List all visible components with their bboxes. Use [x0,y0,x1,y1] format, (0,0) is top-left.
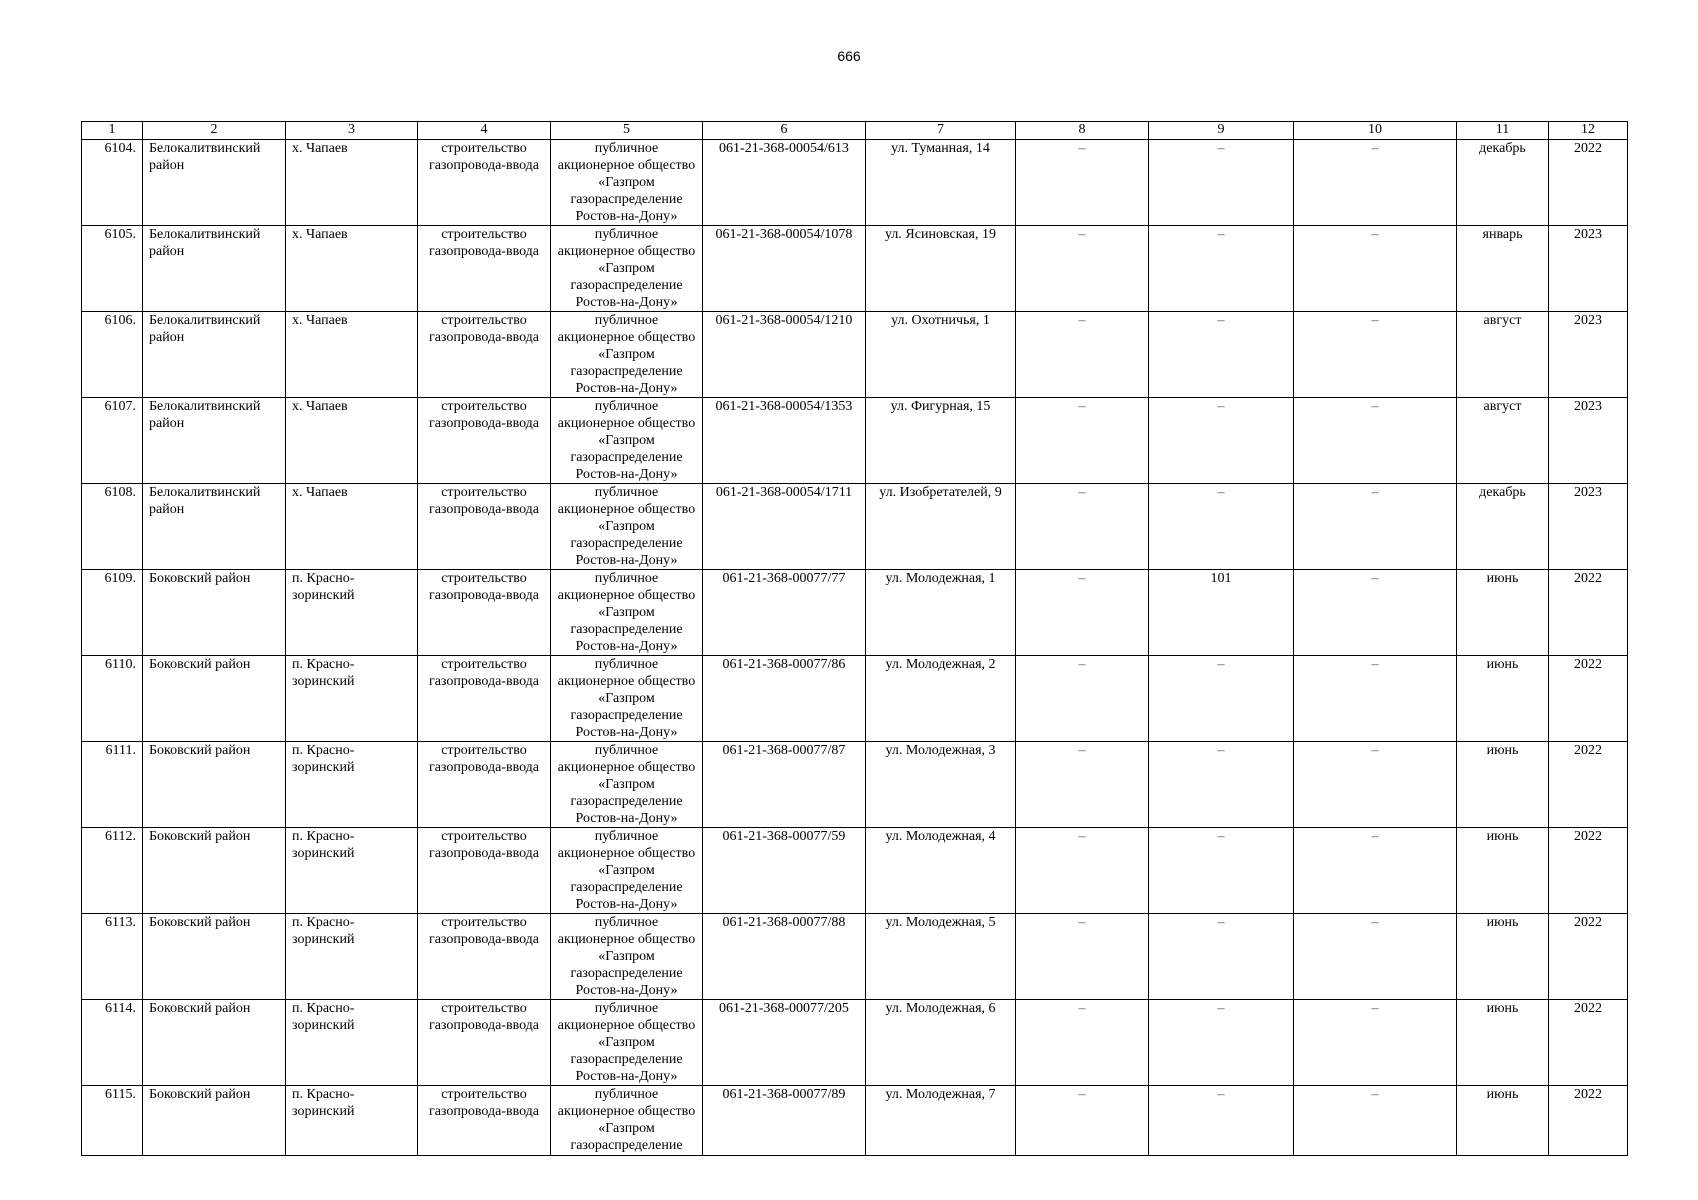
settlement-cell: п. Красно-зоринский [286,742,418,828]
month-cell: июнь [1457,1086,1549,1156]
work-type-cell: строительство газопровода-ввода [418,398,551,484]
address-cell: ул. Охотничья, 1 [866,312,1016,398]
column-9-cell: – [1149,1000,1294,1086]
table-row [82,742,1628,828]
column-header: 11 [1457,122,1549,140]
settlement-cell: п. Красно-зоринский [286,570,418,656]
year-cell: 2022 [1549,570,1628,656]
year-cell: 2023 [1549,484,1628,570]
work-type-cell: строительство газопровода-ввода [418,1086,551,1156]
table-row [82,828,1628,914]
district-cell: Белокалитвинский район [143,226,286,312]
row-number-cell: 6115. [82,1086,143,1156]
column-9-cell: – [1149,828,1294,914]
registry-number-cell: 061-21-368-00054/1353 [703,398,866,484]
row-number-cell: 6104. [82,140,143,226]
column-9-cell: – [1149,484,1294,570]
column-9-cell: 101 [1149,570,1294,656]
organization-cell: публичное акционерное общество «Газпром газораспределение [551,1086,703,1156]
district-cell: Боковский район [143,570,286,656]
settlement-cell: х. Чапаев [286,140,418,226]
work-type-cell: строительство газопровода-ввода [418,312,551,398]
month-cell: август [1457,398,1549,484]
work-type-cell: строительство газопровода-ввода [418,140,551,226]
work-type-cell: строительство газопровода-ввода [418,656,551,742]
column-8-cell: – [1016,570,1149,656]
district-cell: Белокалитвинский район [143,484,286,570]
column-8-cell: – [1016,1086,1149,1156]
table-row [82,914,1628,1000]
column-8-cell: – [1016,398,1149,484]
column-10-cell: – [1294,914,1457,1000]
month-cell: июнь [1457,828,1549,914]
row-number-cell: 6111. [82,742,143,828]
table-row [82,1000,1628,1086]
column-header: 2 [143,122,286,140]
registry-number-cell: 061-21-368-00077/205 [703,1000,866,1086]
table-row [82,398,1628,484]
registry-number-cell: 061-21-368-00054/613 [703,140,866,226]
row-number-cell: 6114. [82,1000,143,1086]
column-9-cell: – [1149,914,1294,1000]
column-header: 10 [1294,122,1457,140]
work-type-cell: строительство газопровода-ввода [418,914,551,1000]
organization-cell: публичное акционерное общество «Газпром газораспределение Ростов-на-Дону» [551,742,703,828]
column-header: 12 [1549,122,1628,140]
table-row [82,140,1628,226]
row-number-cell: 6109. [82,570,143,656]
column-9-cell: – [1149,226,1294,312]
district-cell: Боковский район [143,828,286,914]
table-row [82,226,1628,312]
address-cell: ул. Молодежная, 4 [866,828,1016,914]
year-cell: 2022 [1549,1086,1628,1156]
registry-number-cell: 061-21-368-00077/77 [703,570,866,656]
table-row [82,312,1628,398]
month-cell: декабрь [1457,484,1549,570]
year-cell: 2022 [1549,742,1628,828]
organization-cell: публичное акционерное общество «Газпром газораспределение Ростов-на-Дону» [551,312,703,398]
district-cell: Белокалитвинский район [143,140,286,226]
row-number-cell: 6105. [82,226,143,312]
registry-number-cell: 061-21-368-00077/87 [703,742,866,828]
column-header: 7 [866,122,1016,140]
year-cell: 2022 [1549,914,1628,1000]
column-8-cell: – [1016,914,1149,1000]
settlement-cell: п. Красно-зоринский [286,1000,418,1086]
column-9-cell: – [1149,656,1294,742]
year-cell: 2022 [1549,828,1628,914]
organization-cell: публичное акционерное общество «Газпром газораспределение Ростов-на-Дону» [551,570,703,656]
year-cell: 2022 [1549,140,1628,226]
column-header: 8 [1016,122,1149,140]
month-cell: август [1457,312,1549,398]
table-row [82,484,1628,570]
column-header: 4 [418,122,551,140]
registry-number-cell: 061-21-368-00077/89 [703,1086,866,1156]
column-8-cell: – [1016,226,1149,312]
registry-number-cell: 061-21-368-00054/1210 [703,312,866,398]
address-cell: ул. Туманная, 14 [866,140,1016,226]
column-8-cell: – [1016,140,1149,226]
column-header: 5 [551,122,703,140]
district-cell: Белокалитвинский район [143,312,286,398]
district-cell: Боковский район [143,742,286,828]
column-header: 1 [82,122,143,140]
work-type-cell: строительство газопровода-ввода [418,742,551,828]
organization-cell: публичное акционерное общество «Газпром газораспределение Ростов-на-Дону» [551,656,703,742]
table-body [82,122,1628,1156]
month-cell: декабрь [1457,140,1549,226]
settlement-cell: п. Красно-зоринский [286,656,418,742]
address-cell: ул. Фигурная, 15 [866,398,1016,484]
organization-cell: публичное акционерное общество «Газпром газораспределение Ростов-на-Дону» [551,828,703,914]
column-8-cell: – [1016,1000,1149,1086]
registry-number-cell: 061-21-368-00054/1711 [703,484,866,570]
register-table [81,121,1628,1156]
month-cell: июнь [1457,914,1549,1000]
work-type-cell: строительство газопровода-ввода [418,828,551,914]
column-10-cell: – [1294,398,1457,484]
work-type-cell: строительство газопровода-ввода [418,226,551,312]
column-header: 6 [703,122,866,140]
address-cell: ул. Молодежная, 2 [866,656,1016,742]
column-header: 9 [1149,122,1294,140]
address-cell: ул. Молодежная, 7 [866,1086,1016,1156]
address-cell: ул. Молодежная, 5 [866,914,1016,1000]
address-cell: ул. Молодежная, 6 [866,1000,1016,1086]
column-9-cell: – [1149,312,1294,398]
district-cell: Белокалитвинский район [143,398,286,484]
month-cell: январь [1457,226,1549,312]
column-9-cell: – [1149,742,1294,828]
organization-cell: публичное акционерное общество «Газпром газораспределение Ростов-на-Дону» [551,398,703,484]
settlement-cell: х. Чапаев [286,226,418,312]
column-10-cell: – [1294,484,1457,570]
column-header: 3 [286,122,418,140]
column-10-cell: – [1294,312,1457,398]
year-cell: 2023 [1549,226,1628,312]
settlement-cell: х. Чапаев [286,312,418,398]
settlement-cell: х. Чапаев [286,484,418,570]
year-cell: 2023 [1549,312,1628,398]
table-row [82,570,1628,656]
district-cell: Боковский район [143,914,286,1000]
column-10-cell: – [1294,570,1457,656]
organization-cell: публичное акционерное общество «Газпром газораспределение Ростов-на-Дону» [551,226,703,312]
settlement-cell: п. Красно-зоринский [286,1086,418,1156]
registry-number-cell: 061-21-368-00077/88 [703,914,866,1000]
registry-number-cell: 061-21-368-00077/86 [703,656,866,742]
column-9-cell: – [1149,140,1294,226]
column-10-cell: – [1294,226,1457,312]
work-type-cell: строительство газопровода-ввода [418,570,551,656]
organization-cell: публичное акционерное общество «Газпром газораспределение Ростов-на-Дону» [551,914,703,1000]
settlement-cell: х. Чапаев [286,398,418,484]
year-cell: 2022 [1549,1000,1628,1086]
address-cell: ул. Ясиновская, 19 [866,226,1016,312]
district-cell: Боковский район [143,656,286,742]
month-cell: июнь [1457,1000,1549,1086]
row-number-cell: 6112. [82,828,143,914]
table-row [82,1086,1628,1156]
column-8-cell: – [1016,484,1149,570]
address-cell: ул. Изобретателей, 9 [866,484,1016,570]
work-type-cell: строительство газопровода-ввода [418,484,551,570]
address-cell: ул. Молодежная, 1 [866,570,1016,656]
organization-cell: публичное акционерное общество «Газпром газораспределение Ростов-на-Дону» [551,1000,703,1086]
column-number-row [82,122,1628,140]
column-8-cell: – [1016,312,1149,398]
row-number-cell: 6108. [82,484,143,570]
column-10-cell: – [1294,828,1457,914]
registry-number-cell: 061-21-368-00077/59 [703,828,866,914]
year-cell: 2023 [1549,398,1628,484]
organization-cell: публичное акционерное общество «Газпром газораспределение Ростов-на-Дону» [551,140,703,226]
column-10-cell: – [1294,1000,1457,1086]
work-type-cell: строительство газопровода-ввода [418,1000,551,1086]
district-cell: Боковский район [143,1086,286,1156]
settlement-cell: п. Красно-зоринский [286,914,418,1000]
column-10-cell: – [1294,742,1457,828]
month-cell: июнь [1457,742,1549,828]
column-8-cell: – [1016,828,1149,914]
year-cell: 2022 [1549,656,1628,742]
row-number-cell: 6113. [82,914,143,1000]
month-cell: июнь [1457,656,1549,742]
table-row [82,656,1628,742]
column-8-cell: – [1016,656,1149,742]
address-cell: ул. Молодежная, 3 [866,742,1016,828]
row-number-cell: 6106. [82,312,143,398]
settlement-cell: п. Красно-зоринский [286,828,418,914]
month-cell: июнь [1457,570,1549,656]
organization-cell: публичное акционерное общество «Газпром газораспределение Ростов-на-Дону» [551,484,703,570]
row-number-cell: 6110. [82,656,143,742]
district-cell: Боковский район [143,1000,286,1086]
column-10-cell: – [1294,1086,1457,1156]
row-number-cell: 6107. [82,398,143,484]
column-8-cell: – [1016,742,1149,828]
column-10-cell: – [1294,140,1457,226]
column-9-cell: – [1149,1086,1294,1156]
column-10-cell: – [1294,656,1457,742]
column-9-cell: – [1149,398,1294,484]
registry-number-cell: 061-21-368-00054/1078 [703,226,866,312]
page-number: 666 [837,48,861,64]
